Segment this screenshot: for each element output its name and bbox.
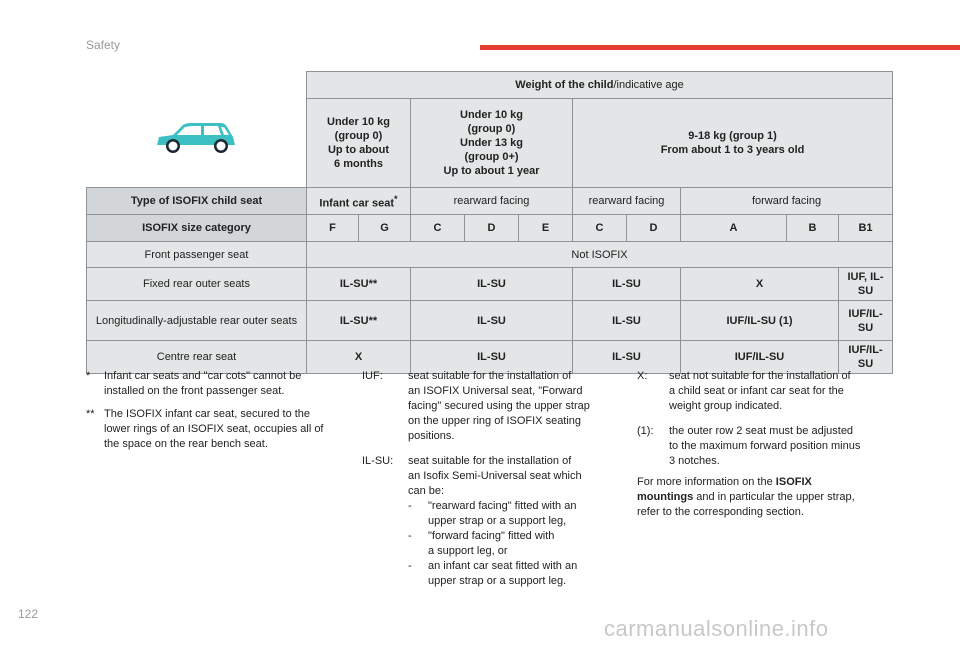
group-0-header: Under 10 kg (group 0) Up to about 6 months [307,99,411,188]
size-cell: B [787,215,839,242]
row-cell: IL-SU** [307,301,411,341]
row-cell: IL-SU [573,268,681,301]
group-1-header: 9-18 kg (group 1) From about 1 to 3 years old [573,99,893,188]
legend-iuf: IUF: seat suitable for the installation of an ISOFIX Universal seat, "Forward facing" secured using the upper strap on the upper ring of ISOFIX seating positions. [362,370,590,442]
car-illustration-cell [87,72,307,188]
type-rearward-1: rearward facing [411,188,573,215]
size-cell: C [573,215,627,242]
row-cell: IL-SU** [307,268,411,301]
size-label: ISOFIX size category [87,215,307,242]
list-item: - an infant car seat fitted with an upper strap or a support leg. [408,560,578,587]
row-cell: IL-SU [573,341,681,374]
size-cell: F [307,215,359,242]
size-cell: B1 [839,215,893,242]
row-cell: IUF/IL-SU [839,301,893,341]
row-cell: IUF/IL-SU (1) [681,301,839,341]
legend-x: X: seat not suitable for the installation of a child seat or infant car seat for the weight group indicated. [637,370,851,412]
more-info-note: For more information on the ISOFIX mountings and in particular the upper strap, refer to the corresponding section. [637,476,855,518]
footnote-star: * Infant car seats and "car cots" cannot be installed on the front passenger seat. [86,370,302,397]
weight-header: Weight of the child/indicative age [307,72,893,99]
table-row [87,301,893,341]
type-forward: forward facing [681,188,893,215]
size-cell: A [681,215,787,242]
type-infant: Infant car seat* [307,188,411,215]
row-cell: X [307,341,411,374]
row-cell: IUF/IL-SU [839,341,893,374]
row-cell: IL-SU [411,341,573,374]
size-cell: G [359,215,411,242]
row-cell: Not ISOFIX [307,242,893,268]
table-row [87,268,893,301]
size-cell: E [519,215,573,242]
page-number: 122 [18,607,39,621]
section-accent-bar [480,45,960,50]
size-row [87,215,893,242]
row-cell: X [681,268,839,301]
size-cell: D [465,215,519,242]
type-row [87,188,893,215]
type-label: Type of ISOFIX child seat [87,188,307,215]
row-label: Centre rear seat [87,341,307,374]
row-cell: IL-SU [411,301,573,341]
row-label: Longitudinally-adjustable rear outer seats [87,301,307,341]
car-side-icon [151,115,241,159]
legend-ilsu: IL-SU: seat suitable for the installation of an Isofix Semi-Universal seat which can be: - "rearward facing" fitted with an upper strap or a support leg, - "forward facing" fitted with a support leg, or - an infant car seat fitted with an upper strap or a support leg. [362,454,622,589]
row-cell: IUF, IL-SU [839,268,893,301]
row-cell: IUF/IL-SU [681,341,839,374]
row-cell: IL-SU [411,268,573,301]
legend-note-1: (1): the outer row 2 seat must be adjusted to the maximum forward position minus 3 notches. [637,425,861,467]
footnote-double-star: ** The ISOFIX infant car seat, secured to the lower rings of an ISOFIX seat, occupies all of the space on the rear bench seat. [86,408,324,450]
row-cell: IL-SU [573,301,681,341]
section-title: Safety [86,38,121,52]
table-row [87,242,893,268]
list-item: - "rearward facing" fitted with an upper strap or a support leg, [408,500,577,527]
row-label: Fixed rear outer seats [87,268,307,301]
list-item: - "forward facing" fitted with a support leg, or [408,530,555,557]
size-cell: D [627,215,681,242]
group-0plus-header: Under 10 kg (group 0) Under 13 kg (group 0+) Up to about 1 year [411,99,573,188]
isofix-table [86,71,893,374]
watermark: carmanualsonline.info [604,616,829,641]
row-label: Front passenger seat [87,242,307,268]
type-rearward-2: rearward facing [573,188,681,215]
size-cell: C [411,215,465,242]
